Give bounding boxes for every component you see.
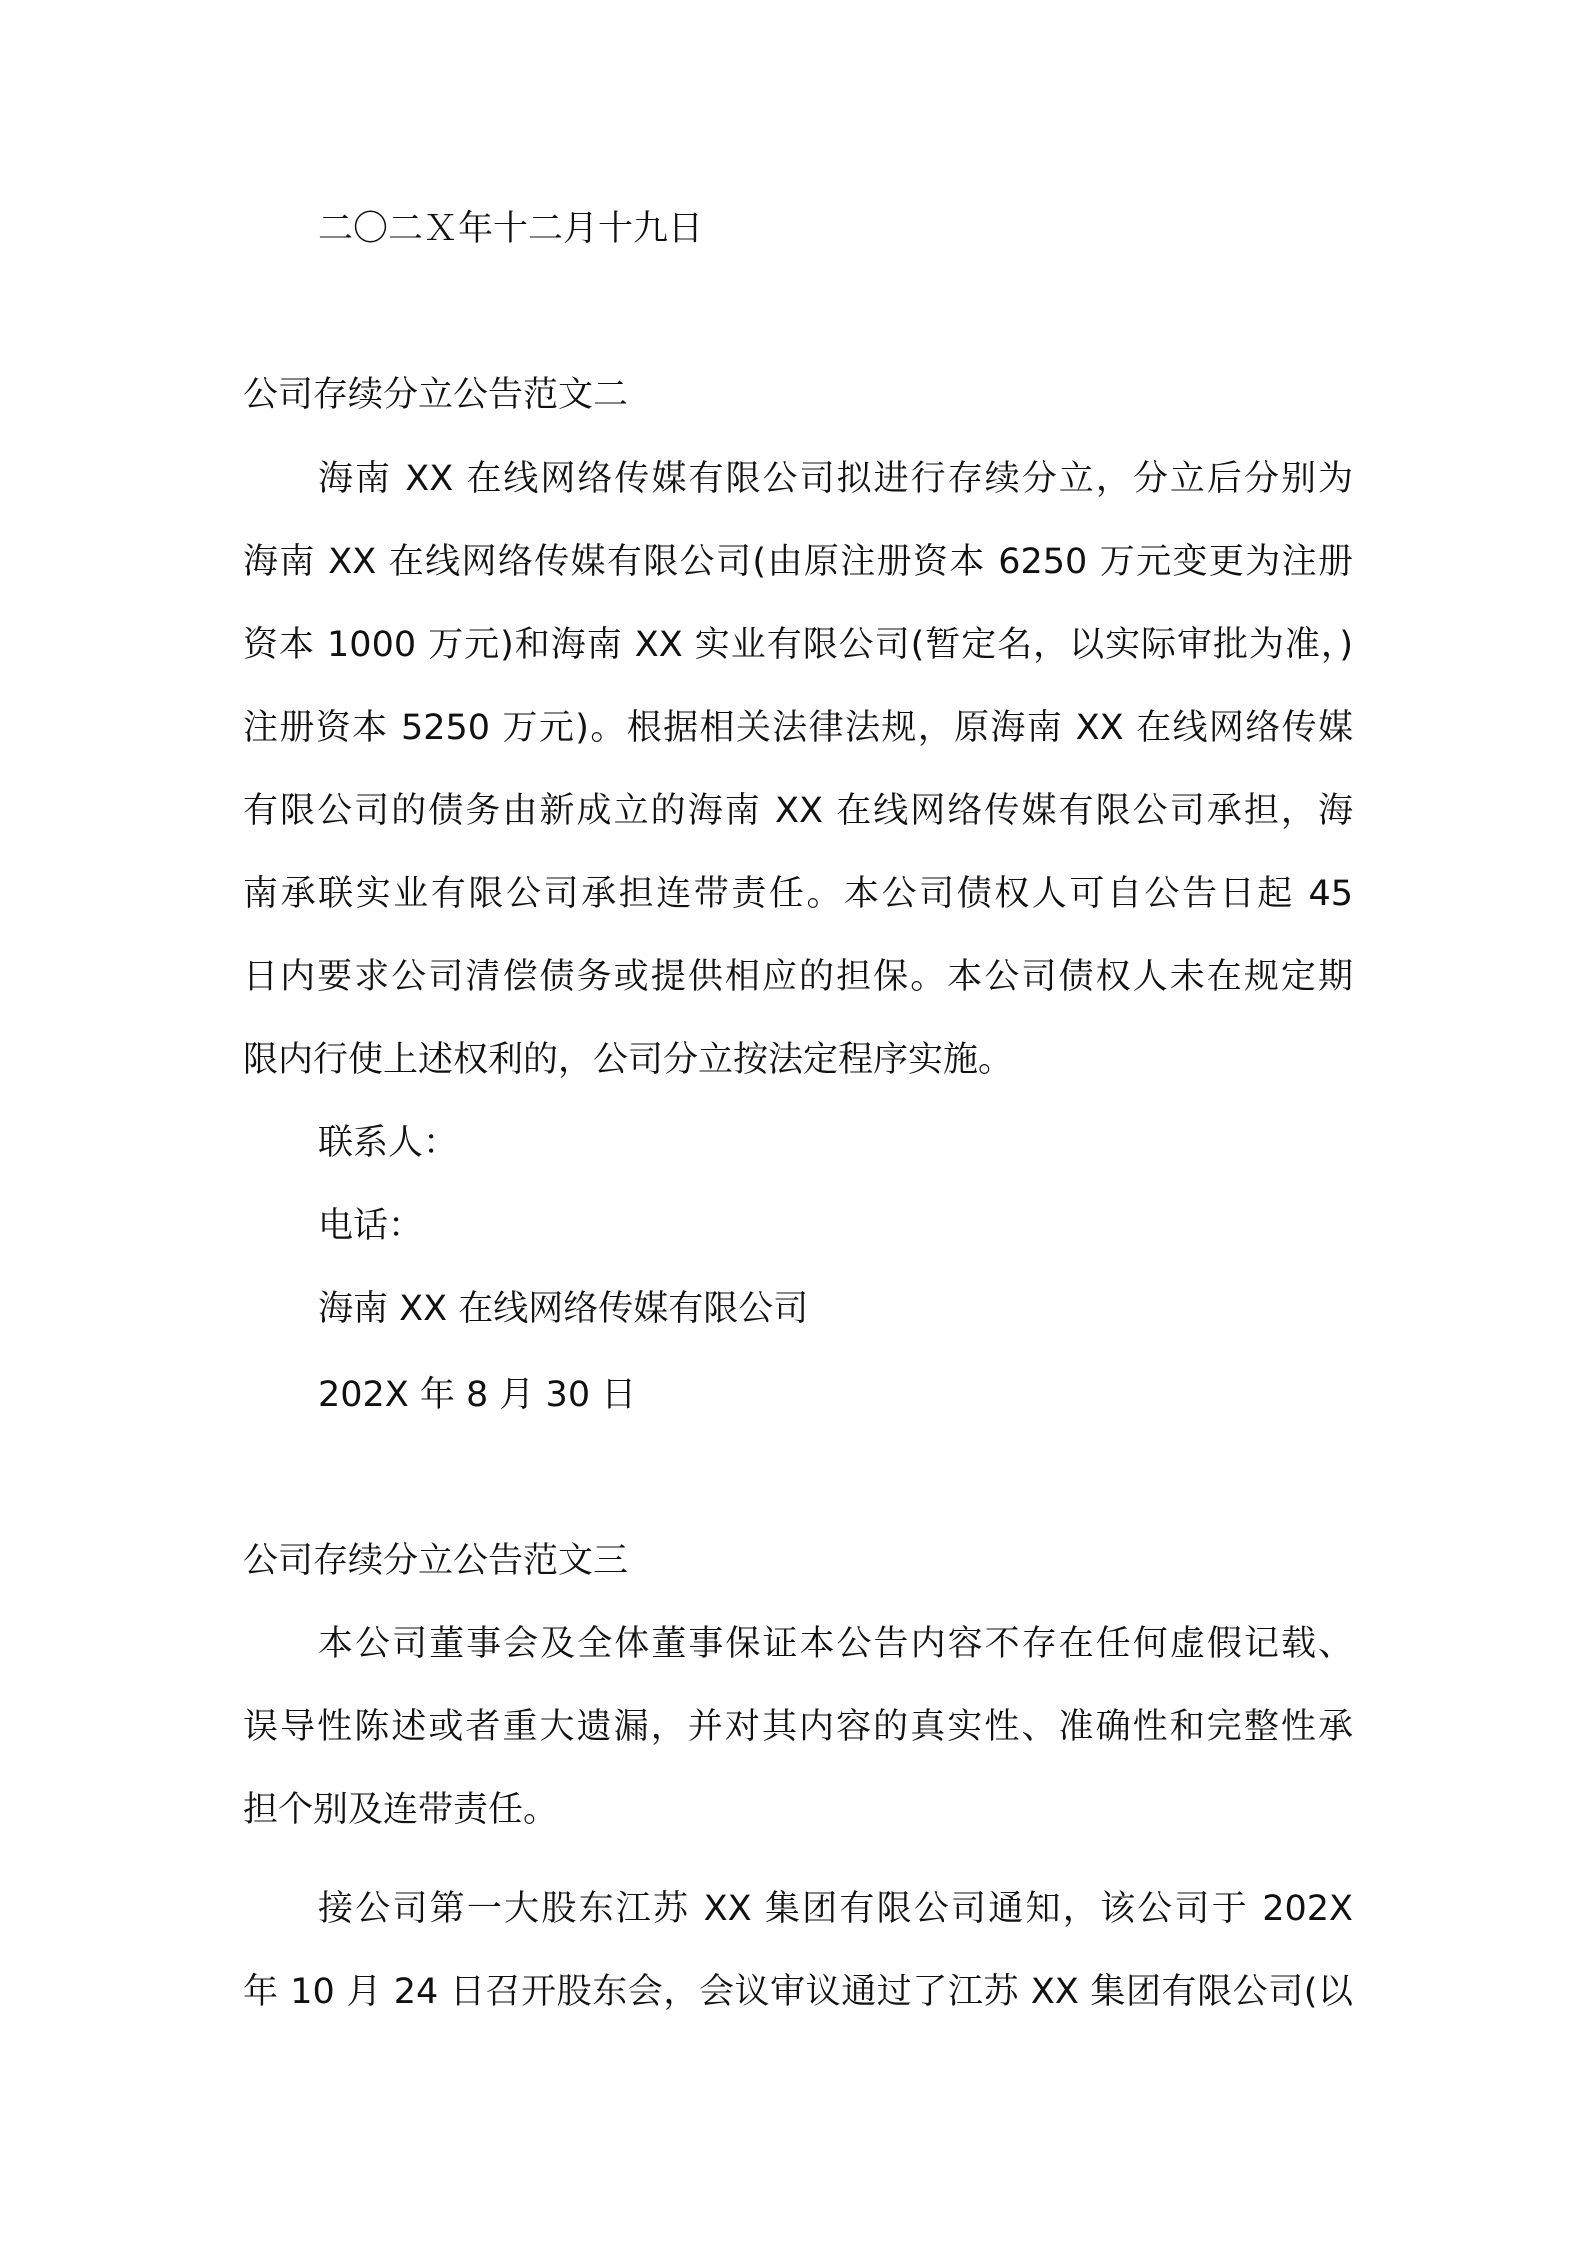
section2-heading: 公司存续分立公告范文二 [243,375,629,415]
section2-body-line: 有限公司的债务由新成立的海南 XX 在线网络传媒有限公司承担，海 [243,791,1353,831]
date-line: 二〇二Ｘ年十二月十九日 [318,209,704,249]
section2-body-line: 海南 XX 在线网络传媒有限公司拟进行存续分立，分立后分别为 [318,459,1353,499]
section3-para2-line: 年 10 月 24 日召开股东会，会议审议通过了江苏 XX 集团有限公司(以 [243,1972,1353,2012]
section2-body-line: 资本 1000 万元)和海南 XX 实业有限公司(暂定名，以实际审批为准，) [243,625,1353,665]
section3-para1-line: 本公司董事会及全体董事保证本公告内容不存在任何虚假记载、 [318,1624,1353,1664]
section3-heading: 公司存续分立公告范文三 [243,1541,629,1581]
section2-body-line: 注册资本 5250 万元)。根据相关法律法规，原海南 XX 在线网络传媒 [243,708,1353,748]
section2-body-line: 限内行使上述权利的，公司分立按法定程序实施。 [243,1040,1014,1080]
section2-body-line: 日内要求公司清偿债务或提供相应的担保。本公司债权人未在规定期 [243,957,1353,997]
section2-body-line: 南承联实业有限公司承担连带责任。本公司债权人可自公告日起 45 [243,874,1353,914]
section2-body-line: 海南 XX 在线网络传媒有限公司(由原注册资本 6250 万元变更为注册 [243,542,1353,582]
phone-label: 电话： [318,1206,424,1246]
section2-date: 202X 年 8 月 30 日 [318,1375,637,1415]
section3-para1-line: 误导性陈述或者重大遗漏，并对其内容的真实性、准确性和完整性承 [243,1707,1353,1747]
company-name: 海南 XX 在线网络传媒有限公司 [318,1289,809,1329]
section3-para2-line: 接公司第一大股东江苏 XX 集团有限公司通知，该公司于 202X [318,1889,1353,1929]
contact-label: 联系人： [318,1123,459,1163]
section3-para1-line: 担个别及连带责任。 [243,1790,559,1830]
